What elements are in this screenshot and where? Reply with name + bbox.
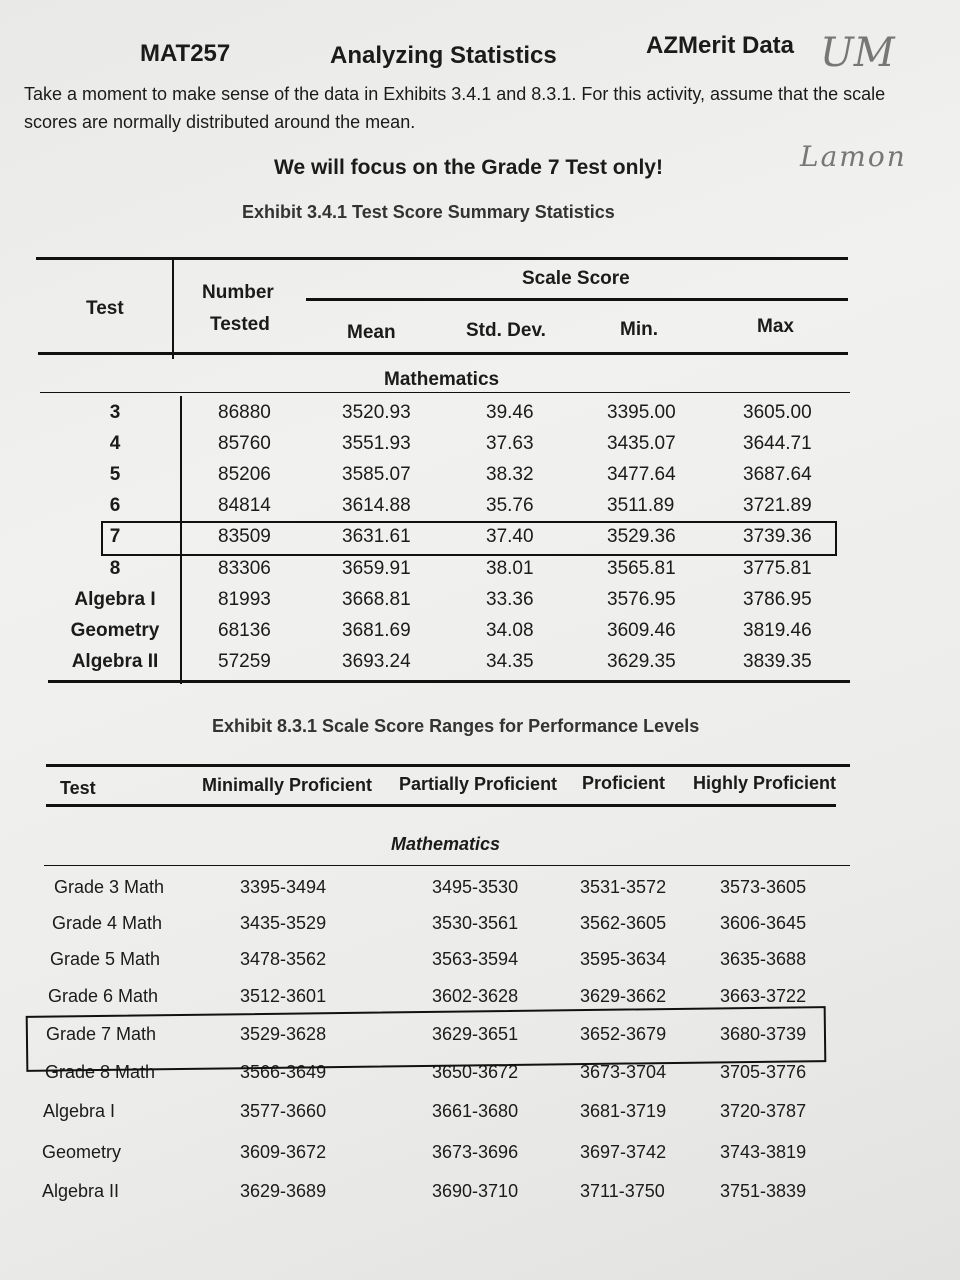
table1-top-rule (36, 257, 848, 260)
cell-min: 3395.00 (607, 402, 676, 423)
cell-minimally-proficient: 3609-3672 (240, 1142, 327, 1162)
handwritten-name: Lamon (800, 140, 907, 173)
table1-header-test: Test (86, 298, 124, 319)
table-row (40, 616, 840, 647)
cell-max: 3775.81 (743, 558, 812, 579)
cell-std-dev: 37.63 (486, 433, 534, 454)
table2-section-label: Mathematics (391, 834, 501, 854)
cell-number-tested: 81993 (218, 589, 271, 610)
cell-proficient: 3681-3719 (580, 1101, 667, 1121)
cell-number-tested: 84814 (218, 495, 271, 516)
worksheet-title: Analyzing Statistics (330, 42, 557, 69)
table2-header-proficient: Proficient (582, 773, 666, 793)
cell-min: 3629.35 (607, 651, 676, 672)
cell-test: Grade 7 Math (46, 1024, 157, 1044)
cell-partially-proficient: 3661-3680 (432, 1101, 519, 1121)
cell-test: Geometry (70, 620, 160, 641)
focus-note: We will focus on the Grade 7 Test only! (274, 156, 663, 179)
cell-test: 6 (109, 495, 121, 516)
cell-proficient: 3595-3634 (580, 949, 667, 969)
table2-header-test: Test (60, 778, 96, 798)
cell-test: 5 (109, 464, 121, 485)
table-row (40, 907, 840, 943)
table-row (40, 460, 840, 491)
cell-max: 3687.64 (743, 464, 812, 485)
table1-section-rule (40, 392, 850, 393)
cell-number-tested: 85206 (218, 464, 271, 485)
table-row (40, 585, 840, 616)
intro-paragraph: Take a moment to make sense of the data in Exhibits 3.4.1 and 8.3.1. For this activity, assume that the scale scores are normally distributed around the mean. (24, 84, 886, 132)
cell-mean: 3668.81 (342, 589, 411, 610)
cell-test: Grade 8 Math (45, 1062, 156, 1082)
cell-partially-proficient: 3495-3530 (432, 877, 519, 897)
cell-highly-proficient: 3663-3722 (720, 986, 807, 1006)
cell-number-tested: 57259 (218, 651, 271, 672)
table1-header-number: Number (202, 282, 274, 303)
cell-min: 3609.46 (607, 620, 676, 641)
cell-test: Algebra II (71, 651, 159, 672)
cell-mean: 3585.07 (342, 464, 411, 485)
table-row (40, 1136, 840, 1172)
cell-number-tested: 86880 (218, 402, 271, 423)
cell-proficient: 3562-3605 (580, 913, 667, 933)
cell-minimally-proficient: 3395-3494 (240, 877, 327, 897)
table2-top-rule (46, 764, 850, 767)
cell-test: 4 (109, 433, 121, 454)
cell-highly-proficient: 3743-3819 (720, 1142, 807, 1162)
table-row (40, 1175, 840, 1211)
cell-number-tested: 83306 (218, 558, 271, 579)
table-row (40, 429, 840, 460)
cell-std-dev: 38.01 (486, 558, 534, 579)
table1-header-scale-score: Scale Score (522, 268, 630, 289)
table2-header-rule (46, 804, 836, 807)
cell-highly-proficient: 3680-3739 (720, 1024, 807, 1044)
cell-min: 3576.95 (607, 589, 676, 610)
exhibit-3-4-1-caption: Exhibit 3.4.1 Test Score Summary Statistics (242, 202, 615, 222)
cell-test: Geometry (42, 1142, 122, 1162)
course-code: MAT257 (140, 40, 231, 67)
cell-mean: 3551.93 (342, 433, 411, 454)
cell-test: 7 (109, 526, 121, 547)
table-row (40, 943, 840, 979)
cell-mean: 3659.91 (342, 558, 411, 579)
table1-header-divider (172, 259, 174, 359)
table2-section-rule (44, 865, 850, 866)
cell-minimally-proficient: 3478-3562 (240, 949, 327, 969)
cell-partially-proficient: 3673-3696 (432, 1142, 519, 1162)
handwritten-initials: UM (820, 30, 895, 76)
cell-min: 3477.64 (607, 464, 676, 485)
cell-highly-proficient: 3720-3787 (720, 1101, 807, 1121)
cell-test: Algebra I (43, 1101, 116, 1121)
cell-highly-proficient: 3705-3776 (720, 1062, 807, 1082)
cell-proficient: 3673-3704 (580, 1062, 667, 1082)
table1-header-min: Min. (620, 319, 658, 340)
table1-header-rule (38, 352, 848, 355)
cell-max: 3644.71 (743, 433, 812, 454)
cell-proficient: 3652-3679 (580, 1024, 667, 1044)
cell-minimally-proficient: 3435-3529 (240, 913, 327, 933)
cell-std-dev: 37.40 (486, 526, 534, 547)
cell-min: 3529.36 (607, 526, 676, 547)
cell-test: Grade 3 Math (54, 877, 165, 897)
cell-std-dev: 39.46 (486, 402, 534, 423)
cell-mean: 3614.88 (342, 495, 411, 516)
cell-std-dev: 34.35 (486, 651, 534, 672)
data-source-title: AZMerit Data (646, 32, 795, 59)
cell-mean: 3631.61 (342, 526, 411, 547)
cell-partially-proficient: 3650-3672 (432, 1062, 519, 1082)
cell-proficient: 3697-3742 (580, 1142, 667, 1162)
cell-number-tested: 68136 (218, 620, 271, 641)
cell-partially-proficient: 3690-3710 (432, 1181, 519, 1201)
scale-score-rule (306, 298, 848, 301)
cell-min: 3511.89 (607, 495, 675, 516)
cell-highly-proficient: 3635-3688 (720, 949, 807, 969)
cell-highly-proficient: 3573-3605 (720, 877, 807, 897)
cell-max: 3739.36 (743, 526, 812, 547)
cell-number-tested: 83509 (218, 526, 271, 547)
cell-proficient: 3711-3750 (580, 1181, 665, 1201)
table2-header-highly: Highly Proficient (693, 773, 837, 793)
cell-max: 3819.46 (743, 620, 812, 641)
cell-min: 3565.81 (607, 558, 676, 579)
cell-minimally-proficient: 3629-3689 (240, 1181, 327, 1201)
cell-test: 8 (109, 558, 121, 579)
table1-header-tested: Tested (210, 314, 270, 335)
cell-test: Algebra I (74, 589, 156, 610)
cell-mean: 3681.69 (342, 620, 411, 641)
cell-std-dev: 34.08 (486, 620, 534, 641)
grade7-math-highlight-box (26, 1006, 827, 1072)
cell-max: 3721.89 (743, 495, 812, 516)
cell-std-dev: 38.32 (486, 464, 534, 485)
cell-std-dev: 35.76 (486, 495, 534, 516)
cell-minimally-proficient: 3577-3660 (240, 1101, 327, 1121)
cell-number-tested: 85760 (218, 433, 271, 454)
table-row (40, 647, 840, 678)
table-row (40, 554, 840, 585)
cell-partially-proficient: 3530-3561 (432, 913, 519, 933)
table1-bottom-rule (48, 680, 850, 683)
cell-partially-proficient: 3563-3594 (432, 949, 519, 969)
cell-minimally-proficient: 3512-3601 (240, 986, 327, 1006)
cell-test: 3 (109, 402, 121, 423)
cell-max: 3786.95 (743, 589, 812, 610)
table2-header-minimal: Minimally Proficient (202, 775, 373, 795)
cell-test: Algebra II (42, 1181, 120, 1201)
cell-minimally-proficient: 3529-3628 (240, 1024, 327, 1044)
cell-highly-proficient: 3606-3645 (720, 913, 807, 933)
exhibit-8-3-1-caption: Exhibit 8.3.1 Scale Score Ranges for Performance Levels (212, 716, 700, 736)
cell-mean: 3693.24 (342, 651, 411, 672)
cell-highly-proficient: 3751-3839 (720, 1181, 807, 1201)
table1-header-mean: Mean (347, 322, 396, 343)
table1-header-sd: Std. Dev. (466, 320, 546, 341)
table1-header-max: Max (757, 316, 794, 337)
table-row (40, 1095, 840, 1131)
table-row (40, 491, 840, 522)
cell-max: 3839.35 (743, 651, 812, 672)
cell-std-dev: 33.36 (486, 589, 534, 610)
cell-proficient: 3531-3572 (580, 877, 667, 897)
cell-test: Grade 5 Math (50, 949, 161, 969)
table1-section-label: Mathematics (384, 369, 500, 390)
cell-partially-proficient: 3602-3628 (432, 986, 519, 1006)
cell-test: Grade 6 Math (48, 986, 159, 1006)
table-row (40, 871, 840, 907)
cell-max: 3605.00 (743, 402, 812, 423)
grade7-highlight-box (101, 521, 837, 556)
cell-proficient: 3629-3662 (580, 986, 667, 1006)
cell-min: 3435.07 (607, 433, 676, 454)
cell-minimally-proficient: 3566-3649 (240, 1062, 327, 1082)
table-row (40, 398, 840, 429)
table2-header-partial: Partially Proficient (399, 774, 558, 794)
cell-test: Grade 4 Math (52, 913, 163, 933)
cell-mean: 3520.93 (342, 402, 411, 423)
cell-partially-proficient: 3629-3651 (432, 1024, 519, 1044)
